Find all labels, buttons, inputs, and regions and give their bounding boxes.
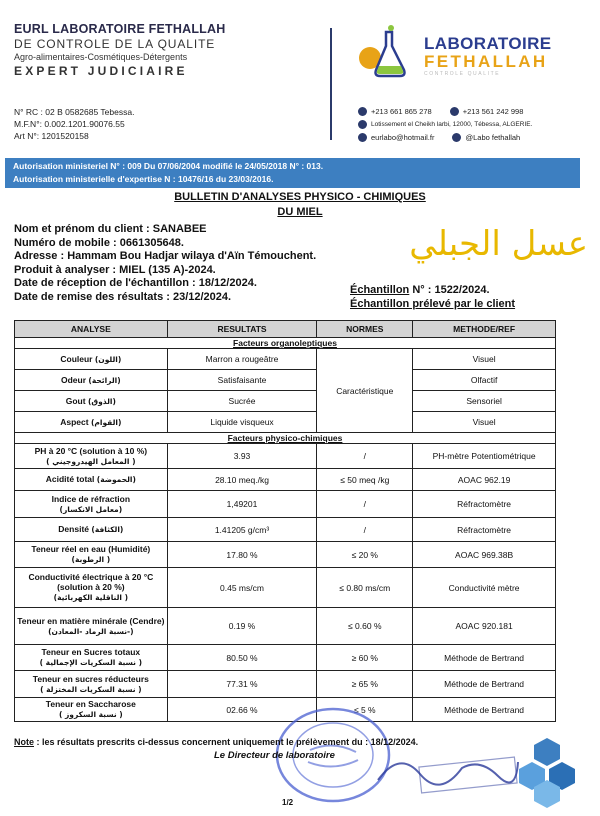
- sample-number-label: Échantillon: [350, 284, 410, 296]
- norm-value: /: [317, 491, 413, 518]
- method-value: PH-mètre Potentiométrique: [413, 444, 556, 469]
- company-name: EURL LABORATOIRE FETHALLAH: [14, 22, 226, 36]
- col-header-methode: METHODE/REF: [413, 321, 556, 338]
- table-row: [15, 349, 556, 370]
- analysis-name: Odeur (الرائحة): [15, 370, 168, 391]
- sample-info: [14, 223, 316, 304]
- contact-block: [358, 105, 594, 144]
- analysis-name: Indice de réfraction (معامل الانكسار): [15, 491, 168, 518]
- results-date: Date de remise des résultats : 23/12/2024.: [14, 290, 232, 303]
- note-text: : les résultats prescrits ci-dessus concernent uniquement le prélèvement du : 18/12/2024.: [34, 737, 419, 747]
- rc-number: N° RC : 02 B 0582685 Tebessa.: [14, 107, 135, 117]
- phone-icon: [358, 107, 367, 116]
- method-value: Méthode de Bertrand: [413, 698, 556, 722]
- hexagon-decoration: [508, 736, 586, 808]
- product: Produit à analyser : MIEL (135 A)-2024.: [14, 263, 216, 276]
- analysis-name: PH à 20 °C (solution à 10 %) ( المعامل الهيدروجيني ): [15, 444, 168, 469]
- sample-taken-by: Échantillon prélevé par le client: [350, 298, 516, 310]
- table-header-row: [15, 321, 556, 338]
- norm-value: ≤ 0.60 %: [317, 608, 413, 645]
- authorization-banner: [5, 158, 580, 188]
- norm-value: ≤ 20 %: [317, 542, 413, 568]
- email-icon: [358, 133, 367, 142]
- phone-icon: [450, 107, 459, 116]
- result-value: Marron a rougeâtre: [167, 349, 317, 370]
- method-value: Visuel: [413, 349, 556, 370]
- sample-number-value: N° : 1522/2024.: [409, 284, 490, 296]
- norm-value: ≥ 65 %: [317, 671, 413, 698]
- method-value: AOAC 969.38B: [413, 542, 556, 568]
- table-row: [15, 444, 556, 469]
- footer-note: [14, 737, 418, 747]
- analysis-name: Teneur en Saccharose ( نسبة السكروز ): [15, 698, 168, 722]
- client-name: Nom et prénom du client : SANABEE: [14, 223, 207, 235]
- norm-value: Caractéristique: [317, 349, 413, 433]
- document-subtitle: DU MIEL: [277, 206, 323, 218]
- method-value: AOAC 962.19: [413, 469, 556, 491]
- location-icon: [358, 120, 367, 129]
- result-value: 0.19 %: [167, 608, 317, 645]
- document-title: BULLETIN D'ANALYSES PHYSICO - CHIMIQUES: [174, 191, 426, 203]
- company-header: [14, 22, 326, 78]
- analysis-name: Teneur réel en eau (Humidité) (الرطوبة ): [15, 542, 168, 568]
- brand-tagline: CONTROLE QUALITE: [424, 71, 501, 77]
- result-value: Sucrée: [167, 391, 317, 412]
- mf-number: M.F.N°: 0.002.1201.90076.55: [14, 119, 125, 129]
- note-label: Note: [14, 737, 34, 747]
- table-row: [15, 645, 556, 671]
- analysis-name: Acidité total (الحموضة): [15, 469, 168, 491]
- method-value: Méthode de Bertrand: [413, 671, 556, 698]
- analysis-name: Densité (الكثافة): [15, 518, 168, 542]
- art-number: Art N°: 1201520158: [14, 131, 89, 141]
- facebook-icon: [452, 133, 461, 142]
- analysis-name: Aspect (القوام): [15, 412, 168, 433]
- company-sectors: Agro-alimentaires-Cosmétiques-Détergents: [14, 52, 188, 62]
- result-value: 02.66 %: [167, 698, 317, 722]
- section-row-organoleptic: [15, 338, 556, 349]
- reception-date: Date de réception de l'échantillon : 18/12/2024.: [14, 277, 257, 289]
- authorization-line-1: Autorisation ministeriel N° : 009 Du 07/06/2004 modifié le 24/05/2018 N° : 013.: [13, 161, 324, 171]
- email: eurlabo@hotmail.fr: [371, 133, 435, 142]
- email-row: [358, 131, 594, 144]
- address-row: [358, 118, 594, 131]
- brand-name-line1: LABORATOIRE: [424, 34, 552, 53]
- sample-number: [350, 284, 490, 296]
- table-row: [15, 469, 556, 491]
- result-value: 28.10 meq./kg: [167, 469, 317, 491]
- result-value: Satisfaisante: [167, 370, 317, 391]
- phone-row: [358, 105, 594, 118]
- norm-value: /: [317, 444, 413, 469]
- table-row: [15, 370, 556, 391]
- table-row: [15, 518, 556, 542]
- norm-value: ≤ 0.80 ms/cm: [317, 568, 413, 608]
- section-title: Facteurs physico-chimiques: [15, 433, 556, 444]
- method-value: AOAC 920.181: [413, 608, 556, 645]
- table-row: [15, 608, 556, 645]
- analysis-name: Gout (الذوق): [15, 391, 168, 412]
- col-header-normes: NORMES: [317, 321, 413, 338]
- result-value: 1.41205 g/cm³: [167, 518, 317, 542]
- table-row: [15, 671, 556, 698]
- lab-flask-logo: [358, 24, 410, 84]
- result-value: 0.45 ms/cm: [167, 568, 317, 608]
- page-number: 1/2: [282, 798, 294, 807]
- norm-value: ≤ 50 meq /kg: [317, 469, 413, 491]
- col-header-resultats: RESULTATS: [167, 321, 317, 338]
- result-value: Liquide visqueux: [167, 412, 317, 433]
- method-value: Sensoriel: [413, 391, 556, 412]
- norm-value: ≥ 60 %: [317, 645, 413, 671]
- analysis-name: Teneur en Sucres totaux ( نسبة السكريات الإجمالية ): [15, 645, 168, 671]
- method-value: Conductivité mètre: [413, 568, 556, 608]
- table-row: [15, 412, 556, 433]
- table-row: [15, 391, 556, 412]
- result-value: 17.80 %: [167, 542, 317, 568]
- director-label: Le Directeur de laboratoire: [214, 750, 335, 761]
- method-value: Méthode de Bertrand: [413, 645, 556, 671]
- client-address: Adresse : Hammam Bou Hadjar wilaya d'Aïn Témouchent.: [14, 250, 317, 262]
- phone-1: +213 661 865 278: [371, 107, 432, 116]
- col-header-analyse: ANALYSE: [15, 321, 168, 338]
- brand-name-line2: FETHALLAH: [424, 52, 548, 71]
- section-row-physicochemical: [15, 433, 556, 444]
- results-table: [14, 320, 556, 722]
- authorization-line-2: Autorisation ministerielle d'expertise N : 10476/16 du 23/03/2016.: [13, 174, 274, 184]
- method-value: Réfractomètre: [413, 518, 556, 542]
- product-arabic-label: عسل الجبلي: [409, 224, 588, 264]
- method-value: Olfactif: [413, 370, 556, 391]
- norm-value: /: [317, 518, 413, 542]
- director-signature: [370, 740, 520, 800]
- method-value: Réfractomètre: [413, 491, 556, 518]
- phone-2: +213 561 242 998: [462, 107, 524, 116]
- result-value: 80.50 %: [167, 645, 317, 671]
- section-title: Facteurs organoleptiques: [15, 338, 556, 349]
- expert-title: EXPERT JUDICIAIRE: [14, 64, 188, 78]
- lab-address: Lotissement el Cheikh larbi, 12000, Tébessa, ALGERIE.: [371, 121, 533, 128]
- analysis-name: Teneur en sucres réducteurs ( نسبة السكريات المختزلة ): [15, 671, 168, 698]
- facebook: @Labo fethallah: [465, 133, 521, 142]
- analysis-name: Teneur en matière minérale (Cendre) (نسبة الرماد -المعادن-): [15, 608, 168, 645]
- table-row: [15, 491, 556, 518]
- analysis-name: Conductivité électrique à 20 °C (solution à 20 %) (الناقلية الكهربائية ): [15, 568, 168, 608]
- method-value: Visuel: [413, 412, 556, 433]
- result-value: 3.93: [167, 444, 317, 469]
- table-row: [15, 568, 556, 608]
- company-subtitle: DE CONTROLE DE LA QUALITE: [14, 37, 216, 51]
- analysis-name: Couleur (اللون): [15, 349, 168, 370]
- registration-ids: [14, 106, 134, 142]
- result-value: 77.31 %: [167, 671, 317, 698]
- table-row: [15, 542, 556, 568]
- header-divider: [330, 28, 332, 140]
- client-mobile: Numéro de mobile : 0661305648.: [14, 236, 184, 249]
- norm-value: ≤ 5 %: [317, 698, 413, 722]
- result-value: 1,49201: [167, 491, 317, 518]
